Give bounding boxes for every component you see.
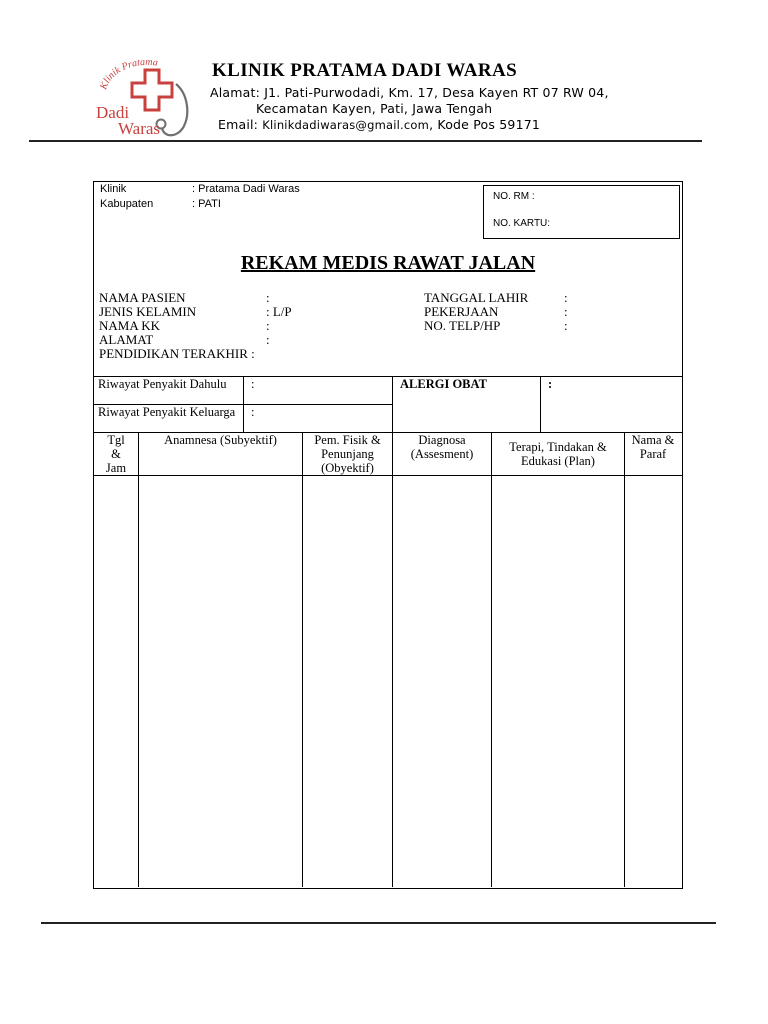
clinic-value: : Pratama Dadi Waras — [192, 183, 300, 195]
logo-text-waras: Waras — [118, 119, 161, 138]
col-divider-2 — [302, 432, 303, 887]
postal-code: , Kode Pos 59171 — [429, 117, 541, 132]
medical-record-form — [93, 181, 683, 889]
col-divider-5 — [624, 432, 625, 887]
occupation-value[interactable]: : — [564, 304, 568, 319]
col-divider-1 — [138, 432, 139, 887]
clinic-label: Klinik — [100, 183, 127, 195]
address-label: ALAMAT — [99, 332, 154, 347]
head-of-family-label: NAMA KK — [99, 318, 161, 333]
birth-date-label: TANGGAL LAHIR — [424, 290, 529, 305]
patient-name-label: NAMA PASIEN — [99, 290, 186, 305]
history-past-label: Riwayat Penyakit Dahulu — [98, 377, 227, 391]
birth-date-value[interactable]: : — [564, 290, 568, 305]
head-of-family-value[interactable]: : — [266, 318, 270, 333]
table-header-line — [93, 475, 682, 476]
address-value[interactable]: : — [266, 332, 270, 347]
address-line-2: Kecamatan Kayen, Pati, Jawa Tengah — [256, 101, 493, 116]
col-header-plan: Terapi, Tindakan & Edukasi (Plan) — [509, 440, 607, 468]
header-divider — [29, 140, 702, 142]
col-divider-3 — [392, 432, 393, 887]
history-family-label: Riwayat Penyakit Keluarga — [98, 405, 236, 419]
svg-text:Klinik Pratama — [98, 57, 159, 92]
no-rm-field[interactable]: NO. RM : — [493, 191, 535, 202]
col-header-date: Tgl & Jam — [105, 433, 127, 475]
patient-name-value[interactable]: : — [266, 290, 270, 305]
logo-arc-text: Klinik Pratama — [98, 56, 159, 92]
email-value: Klinikdadiwaras@gmail.com — [262, 118, 430, 132]
email-label: Email: — [218, 117, 259, 132]
history-family-value[interactable]: : — [251, 405, 255, 419]
logo-text-dadi: Dadi — [96, 103, 130, 122]
kabupaten-label: Kabupaten — [100, 198, 154, 210]
clinic-name: KLINIK PRATAMA DADI WARAS — [212, 60, 518, 81]
education-label: PENDIDIKAN TERAKHIR : — [99, 346, 255, 361]
form-title: REKAM MEDIS RAWAT JALAN — [240, 252, 536, 274]
col-header-subjective: Anamnesa (Subyektif) — [164, 433, 277, 447]
col-header-assessment: Diagnosa (Assesment) — [410, 433, 474, 461]
footer-divider — [41, 922, 716, 924]
occupation-label: PEKERJAAN — [424, 304, 499, 319]
allergy-label: ALERGI OBAT — [400, 377, 487, 391]
address-line-1: Alamat: J1. Pati-Purwodadi, Km. 17, Desa Kayen RT 07 RW 04, — [210, 85, 609, 100]
kabupaten-value: : PATI — [192, 198, 221, 210]
alergi-value-divider — [540, 376, 541, 432]
phone-value[interactable]: : — [564, 318, 568, 333]
contact-line — [218, 117, 540, 132]
col-header-signature: Nama & Paraf — [631, 433, 675, 461]
history-past-value[interactable]: : — [251, 377, 255, 391]
clinic-logo — [88, 54, 200, 144]
gender-label: JENIS KELAMIN — [99, 304, 197, 319]
gender-value[interactable]: : L/P — [266, 304, 292, 319]
no-kartu-field[interactable]: NO. KARTU: — [493, 218, 551, 229]
col-divider-4 — [491, 432, 492, 887]
col-header-objective: Pem. Fisik & Penunjang (Obyektif) — [314, 433, 381, 475]
phone-label: NO. TELP/HP — [424, 318, 501, 333]
allergy-value[interactable]: : — [548, 377, 553, 391]
